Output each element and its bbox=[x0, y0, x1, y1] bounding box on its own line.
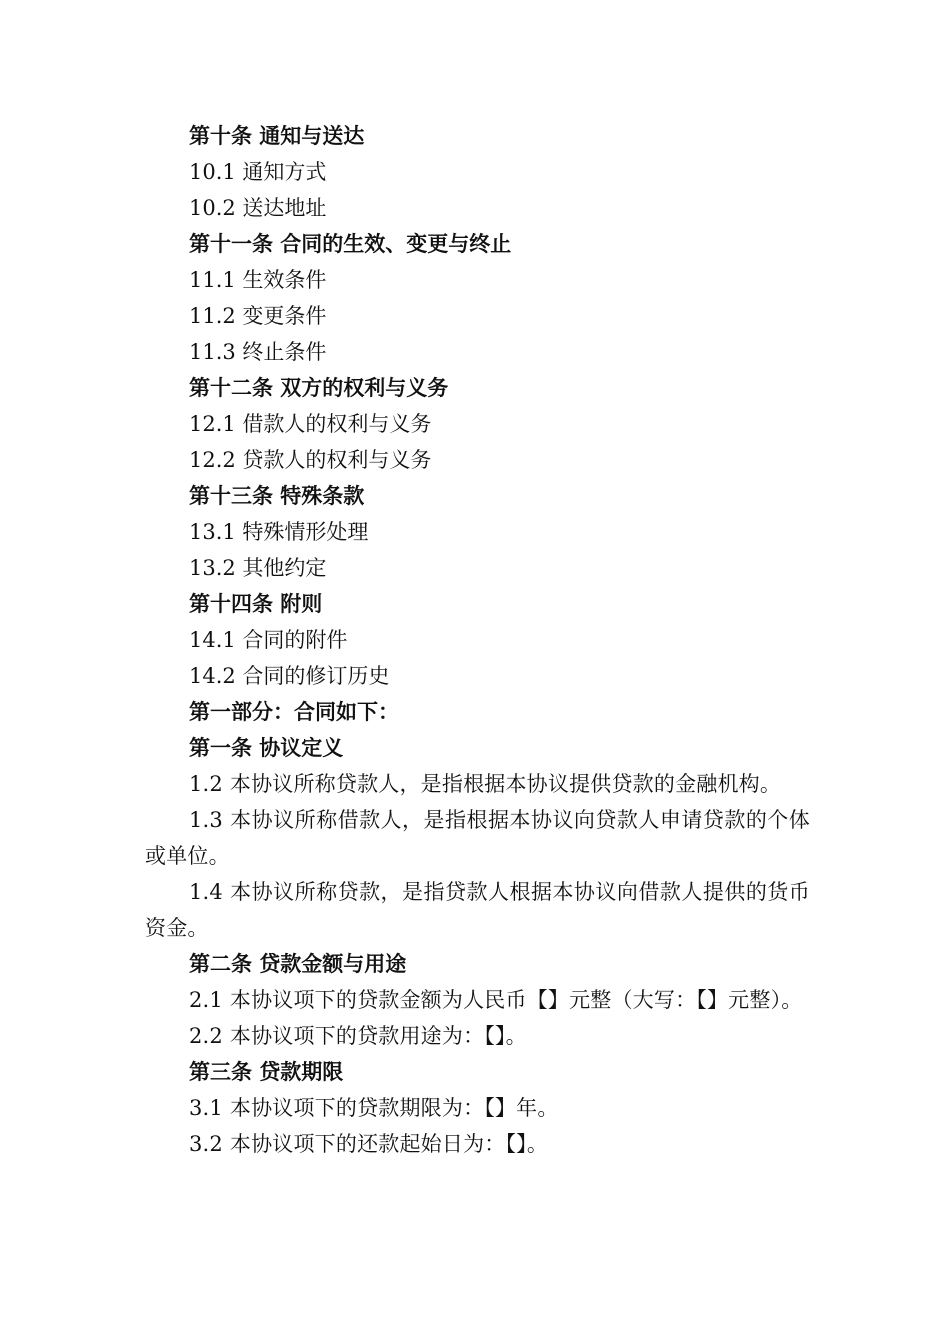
toc-item-14-2: 14.2 合同的修订历史 bbox=[189, 664, 390, 688]
article-3-title: 第三条 贷款期限 bbox=[189, 1059, 344, 1084]
toc-item-10-1: 10.1 通知方式 bbox=[189, 160, 327, 184]
clause-1-3: 1.3 本协议所称借款人，是指根据本协议向贷款人申请贷款的个体或单位。 bbox=[145, 808, 810, 868]
toc-article-12-heading: 第十二条 双方的权利与义务 bbox=[189, 375, 449, 400]
article-2-title: 第二条 贷款金额与用途 bbox=[189, 951, 407, 976]
toc-item-10-2: 10.2 送达地址 bbox=[189, 196, 327, 220]
toc-article-11-heading: 第十一条 合同的生效、变更与终止 bbox=[189, 231, 512, 256]
toc-item-11-2: 11.2 变更条件 bbox=[189, 304, 327, 328]
toc-item-13-1: 13.1 特殊情形处理 bbox=[189, 520, 369, 544]
article-1-title: 第一条 协议定义 bbox=[189, 735, 344, 760]
clause-2-1: 2.1 本协议项下的贷款金额为人民币【】元整（大写：【】元整）。 bbox=[189, 988, 803, 1012]
clause-3-2: 3.2 本协议项下的还款起始日为：【】。 bbox=[189, 1132, 549, 1156]
toc-article-14-heading: 第十四条 附则 bbox=[189, 591, 323, 616]
toc-article-13-heading: 第十三条 特殊条款 bbox=[189, 483, 365, 508]
clause-2-2: 2.2 本协议项下的贷款用途为：【】。 bbox=[189, 1024, 527, 1048]
toc-item-11-1: 11.1 生效条件 bbox=[189, 268, 327, 292]
toc-item-12-1: 12.1 借款人的权利与义务 bbox=[189, 412, 432, 436]
document-body bbox=[145, 118, 810, 1162]
toc-item-14-1: 14.1 合同的附件 bbox=[189, 628, 348, 652]
clause-1-4: 1.4 本协议所称贷款，是指贷款人根据本协议向借款人提供的货币资金。 bbox=[145, 880, 810, 940]
toc-item-12-2: 12.2 贷款人的权利与义务 bbox=[189, 448, 432, 472]
toc-article-10-heading: 第十条 通知与送达 bbox=[189, 123, 365, 148]
clause-1-2: 1.2 本协议所称贷款人，是指根据本协议提供贷款的金融机构。 bbox=[189, 772, 782, 796]
toc-item-11-3: 11.3 终止条件 bbox=[189, 340, 327, 364]
part-one-title: 第一部分：合同如下： bbox=[189, 699, 399, 724]
toc-item-13-2: 13.2 其他约定 bbox=[189, 556, 327, 580]
clause-3-1: 3.1 本协议项下的贷款期限为：【】年。 bbox=[189, 1096, 559, 1120]
